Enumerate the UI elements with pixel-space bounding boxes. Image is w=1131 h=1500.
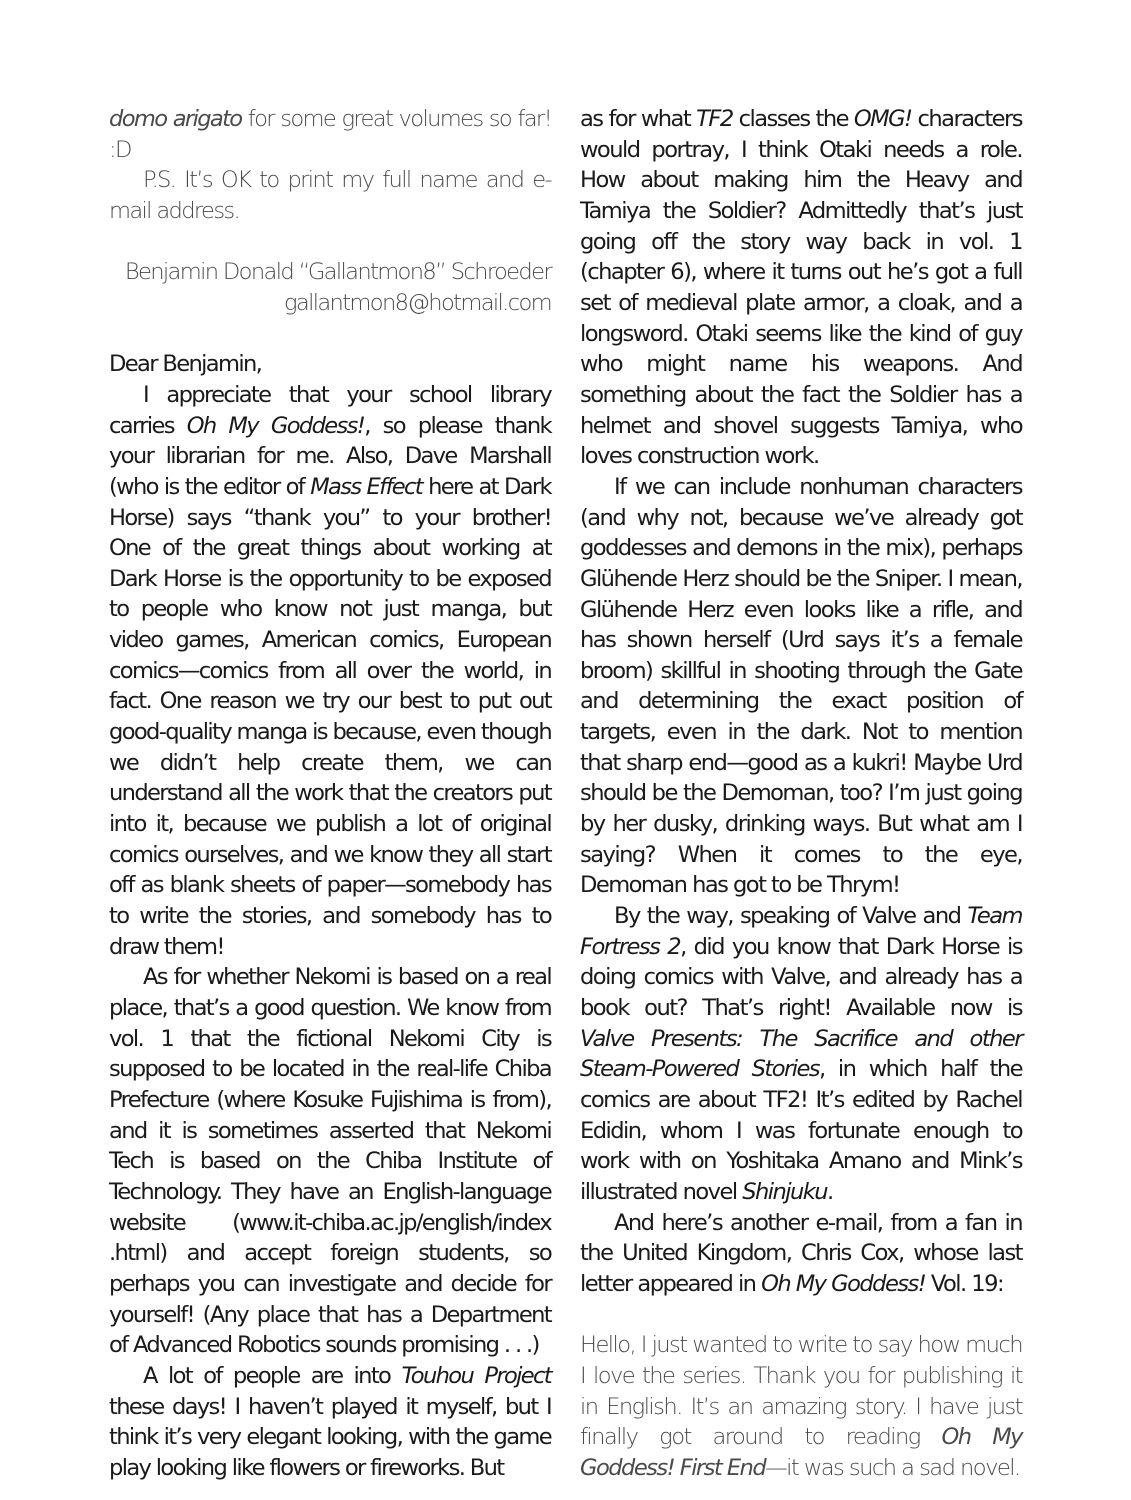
title-italic: TF2	[696, 106, 733, 132]
fan-letter	[580, 1330, 1022, 1483]
letter-closing	[109, 104, 551, 165]
text-run: Vol. 19:	[925, 1270, 1004, 1297]
reply-paragraph-3	[109, 1361, 551, 1484]
reply-paragraph-4	[580, 104, 1022, 472]
spacer	[109, 227, 551, 258]
text-run: By the way, speaking of Valve and	[614, 903, 968, 930]
text-run: —it was such a sad novel.	[765, 1454, 1020, 1481]
closing-rest: for some great volumes so far! :D	[109, 106, 551, 163]
text-run: I appreciate that your school library carries	[109, 381, 551, 439]
text-run: .	[827, 1178, 833, 1205]
title-italic: Team Fortress 2	[580, 903, 1022, 960]
text-run: these days! I haven’t played it myself, but I think it’s very elegant looking, with the game play looking like flowers or fireworks. But	[109, 1393, 551, 1481]
right-column	[580, 104, 1022, 1484]
text-run: A lot of people are into	[143, 1362, 402, 1389]
title-italic: Valve Presents: The Sacrifice and other Steam-Powered Stories	[580, 1025, 1022, 1083]
text-run: , so please thank your librarian for me. Also, Dave Marshall (who is the editor of	[109, 412, 551, 500]
title-italic: Oh My Goddess! First End	[580, 1424, 1022, 1481]
title-italic: Oh My Goddess!	[186, 412, 365, 439]
text-run: , in which half the comics are about TF2! It’s edited by Rachel Edidin, whom I was fortunate enough to work with on Yoshitaka Amano and Mink’s illustrated novel	[580, 1056, 1022, 1205]
reply-paragraph-7	[580, 1208, 1022, 1300]
signature-name: Benjamin Donald “Gallantmon8” Schroeder	[124, 259, 551, 286]
title-italic: Oh My Goddess!	[761, 1270, 926, 1297]
text-run: Hello, I just wanted to write to say how much I love the series. Thank you for publishing it in English. It’s an amazing story. I have just finally got around to reading	[580, 1332, 1022, 1451]
text-run: classes the	[732, 106, 854, 132]
signature-email: gallantmon8@hotmail.com	[284, 289, 551, 316]
text-run: as for what	[580, 106, 697, 132]
salutation: Dear Benjamin,	[109, 351, 262, 378]
text-run: And here’s another e-mail, from a fan in the United Kingdom, Chris Cox, whose last letter appeared in	[580, 1209, 1022, 1297]
title-italic: Shinjuku	[742, 1178, 828, 1205]
text-run: , did you know that Dark Horse is doing comics with Valve, and already has a book out? That’s right! Available now is	[580, 933, 1022, 1022]
reply-paragraph-1	[109, 380, 551, 962]
spacer	[580, 1300, 1022, 1331]
text-run: characters would portray, I think Otaki needs a role. How about making him the Heavy and Tamiya the Soldier? Admittedly that’s just going off the story way back in vol. 1 (chapter 6), where it turns out he’s got a full set of medieval plate armor, a cloak, and a longsword. Otaki seems like the kind of guy who might name his weapons. And something about the fact the Soldier has a helmet and shovel suggests Tamiya, who loves construction work.	[580, 106, 1022, 470]
title-italic: Mass Effect	[310, 473, 423, 500]
closing-italic: domo arigato	[109, 106, 242, 132]
reply-paragraph-5: If we can include nonhuman characters (and why not, because we’ve already got goddesses and demons in the mix), perhaps Glühende Herz should be the Sniper. I mean, Glühende Herz even looks like a rifle, and has shown herself (Urd says it’s a female broom) skillful in shooting through the Gate and determining the exact position of targets, even in the dark. Not to mention that sharp end—good as a kukri! Maybe Urd should be the Demoman, too? I’m just going by her dusky, drinking ways. But what am I saying? When it comes to the eye, Demoman has got to be Thrym!	[580, 473, 1022, 899]
text-run: here at Dark Horse) says “thank you” to your brother! One of the great things about working at Dark Horse is the opportunity to be exposed to people who know not just manga, but video games, American comics, European comics—comics from all over the world, in fact. One reason we try our best to put out good-quality manga is because, even though we didn’t help create them, we can understand all the work that the creators put into it, because we publish a lot of original comics ourselves, and we know they all start off as blank sheets of paper—somebody has to write the stories, and somebody has to draw them!	[109, 473, 551, 960]
title-italic: Touhou Project	[401, 1362, 551, 1389]
spacer	[109, 319, 551, 350]
left-column	[109, 104, 551, 1484]
title-italic: OMG!	[853, 106, 912, 132]
postscript: P.S. It’s OK to print my full name and e-mail address.	[109, 167, 551, 224]
reply-paragraph-2: As for whether Nekomi is based on a real place, that’s a good question. We know from vol. 1 that the fictional Nekomi City is supposed to be located in the real-life Chiba Prefecture (where Kosuke Fujishima is from), and it is sometimes asserted that Nekomi Tech is based on the Chiba Institute of Technology. They have an English-language website (www.it-chiba.ac.jp/english/index .html) and accept foreign students, so perhaps you can investigate and decide for yourself! (Any place that has a Department of Advanced Robotics sounds promising . . .)	[109, 964, 551, 1359]
reply-paragraph-6	[580, 901, 1022, 1208]
